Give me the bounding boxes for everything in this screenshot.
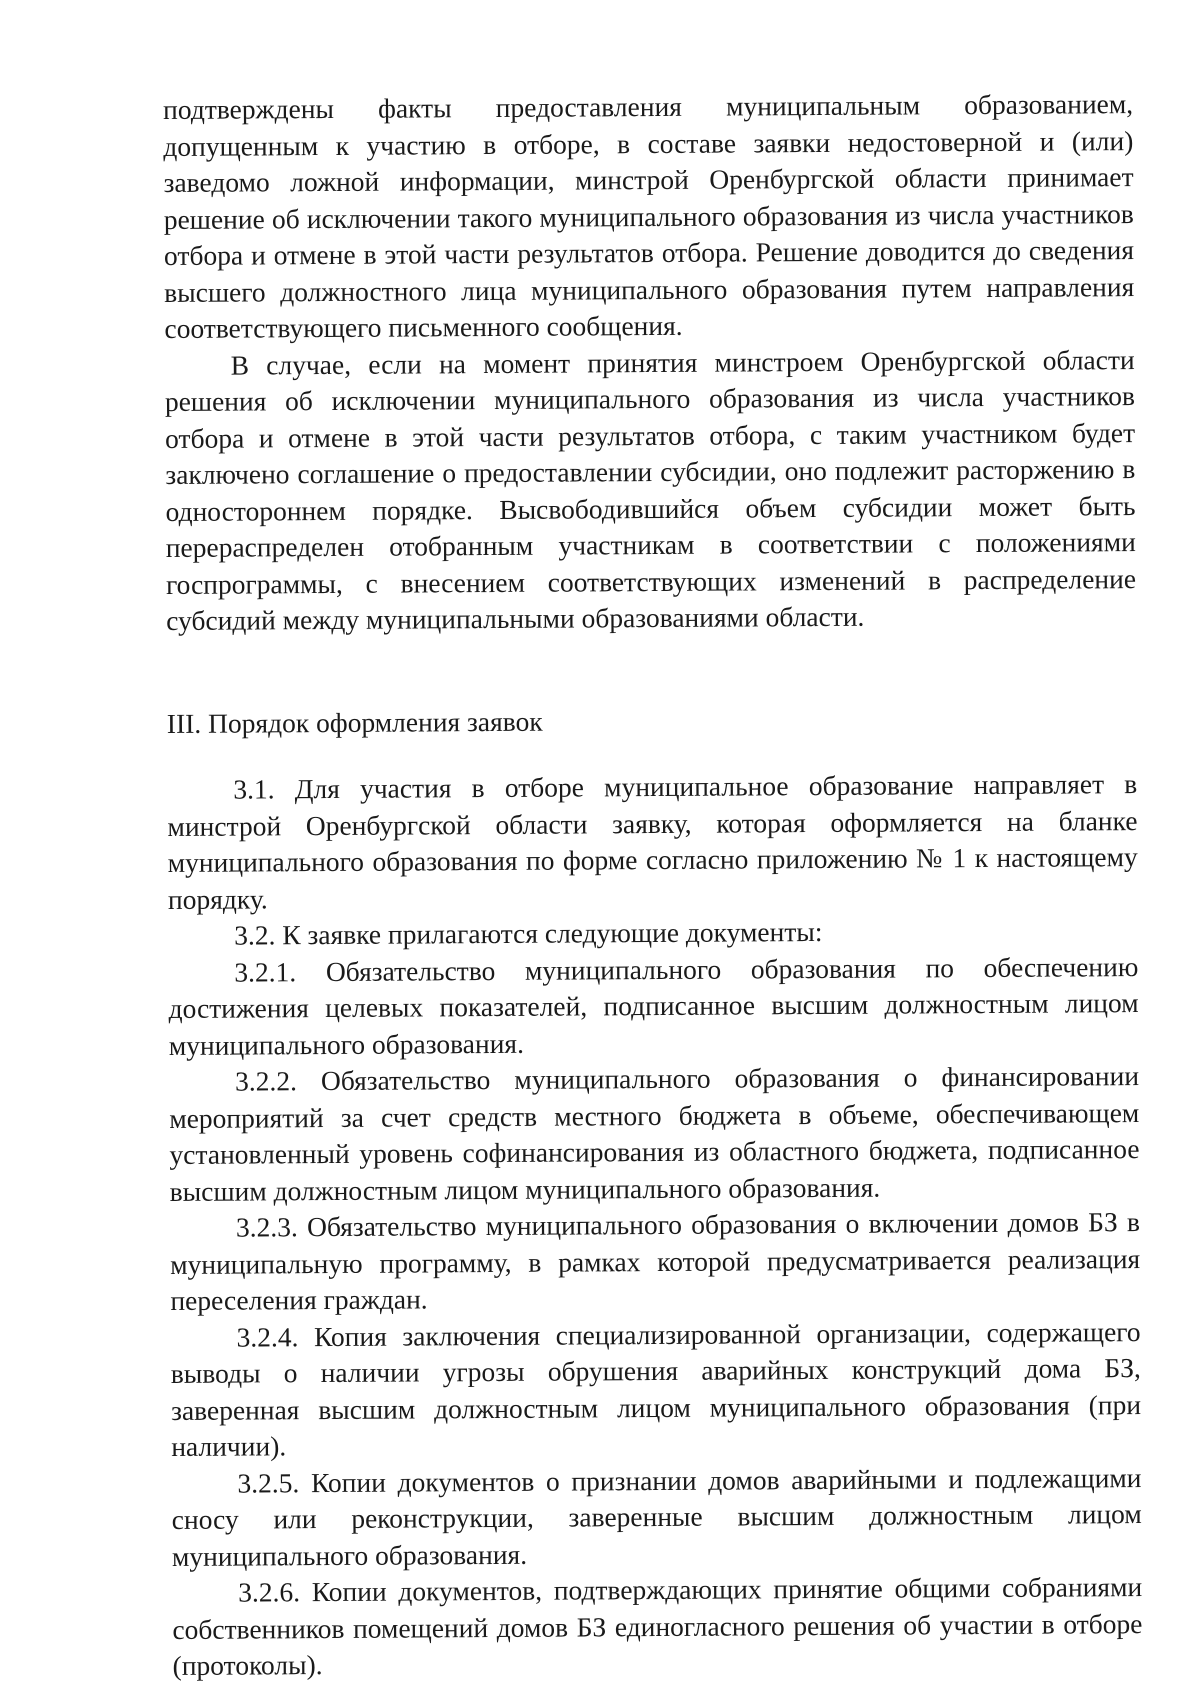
document-body: [163, 86, 1143, 1684]
item-3-1: 3.1. Для участия в отборе муниципальное образование направляет в минстрой Оренбургской области заявку, которая оформляется на бланке муниципального образования по форме согласно приложению № 1 к настоящему порядку.: [167, 768, 1138, 915]
item-3-2-6: 3.2.6. Копии документов, подтверждающих принятие общими собраниями собственников помещений домов БЗ единогласного решения об участии в отборе (протоколы).: [172, 1571, 1143, 1681]
paragraph-exclusion-consequences: В случае, если на момент принятия минстроем Оренбургской области решения об исключении муниципального образования из числа участников отбора и отмене в этой части результатов отбора, с таким участником будет заключено соглашение о предоставлении субсидии, оно подлежит расторжению в одностороннем порядке. Высвободившийся объем субсидии может быть перераспределен отобранным участникам в соответствии с положениями госпрограммы, с внесением соответствующих изменений в распределение субсидий между муниципальными образованиями области.: [164, 343, 1137, 636]
item-3-2-3: 3.2.3. Обязательство муниципального образования о включении домов БЗ в муниципальную программу, в рамках которой предусматривается реализация переселения граждан.: [170, 1206, 1141, 1316]
item-3-2-2: 3.2.2. Обязательство муниципального образования о финансировании мероприятий за счет средств местного бюджета в объеме, обеспечивающем установленный уровень софинансирования из областного бюджета, подписанное высшим должностным лицом муниципального образования.: [169, 1060, 1140, 1207]
item-3-2-1: 3.2.1. Обязательство муниципального образования по обеспечению достижения целевых показателей, подписанное высшим должностным лицом муниципального образования.: [168, 950, 1139, 1061]
section-heading: III. Порядок оформления заявок: [166, 705, 543, 739]
intro-paragraph: подтверждены факты предоставления муниципальным образованием, допущенным к участию в отборе, в составе заявки недостоверной и (или) заведомо ложной информации, минстрой Оренбургской области принимает решение об исключении такого муниципального образования из числа участников отбора и отмене в этой части результатов отбора. Решение доводится до сведения высшего должностного лица муниципального образования путем направления соответствующего письменного сообщения.: [163, 88, 1135, 344]
item-3-2: 3.2. К заявке прилагаются следующие документы:: [234, 915, 823, 951]
item-3-2-5: 3.2.5. Копии документов о признании домов аварийными и подлежащими сносу или реконструкции, заверенные высшим должностным лицом муниципального образования.: [171, 1461, 1142, 1572]
item-3-2-4: 3.2.4. Копия заключения специализированной организации, содержащего выводы о наличии угрозы обрушения аварийных конструкций дома БЗ, заверенная высшим должностным лицом муниципального образования (при наличии).: [170, 1315, 1142, 1462]
